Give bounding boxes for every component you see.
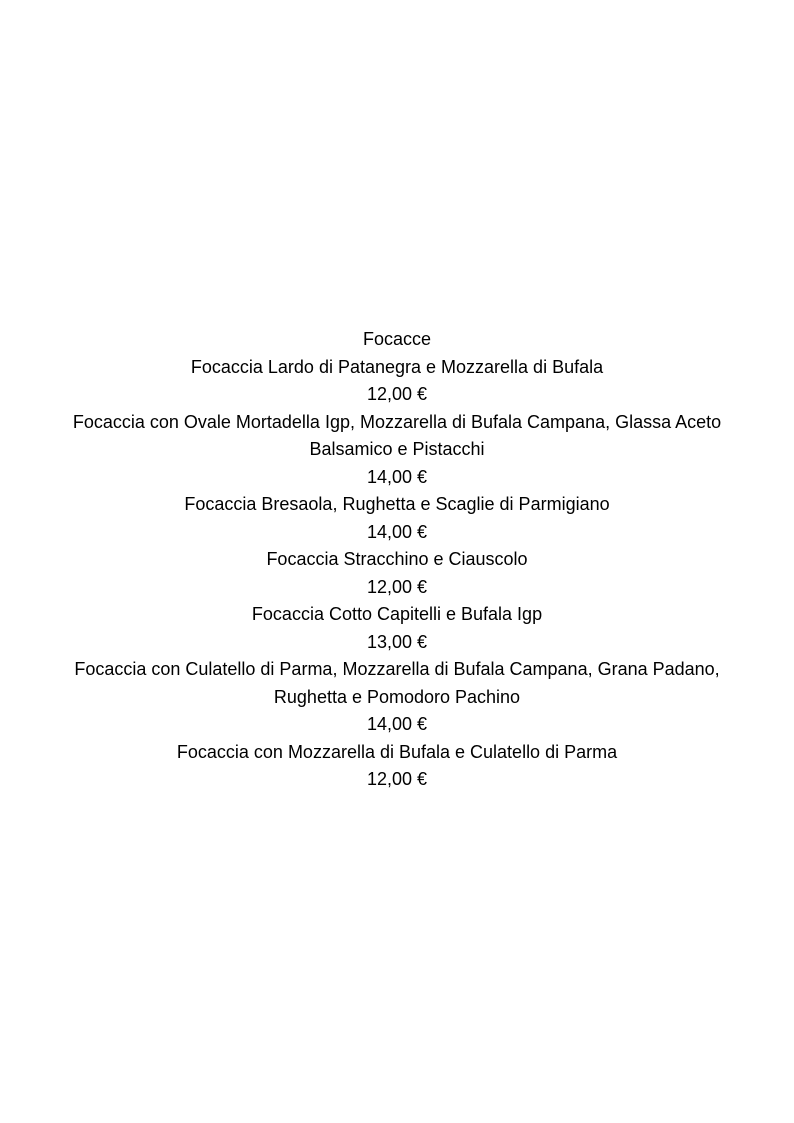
item-price: 13,00 € bbox=[366, 631, 428, 652]
menu-item bbox=[0, 491, 794, 546]
item-name: Focaccia con Culatello di Parma, Mozzarella di Bufala Campana, Grana Padano, Rughetta e Pomodoro Pachino bbox=[74, 659, 720, 707]
menu-item bbox=[0, 739, 794, 794]
menu-item bbox=[0, 409, 794, 492]
section-title: Focacce bbox=[362, 329, 432, 349]
item-name: Focaccia Stracchino e Ciauscolo bbox=[266, 549, 528, 569]
menu-item bbox=[0, 656, 794, 739]
menu-item bbox=[0, 601, 794, 656]
item-price: 14,00 € bbox=[366, 466, 428, 487]
menu-item bbox=[0, 546, 794, 601]
item-price: 14,00 € bbox=[366, 714, 428, 734]
item-price: 12,00 € bbox=[366, 576, 428, 597]
item-name: Focaccia Cotto Capitelli e Bufala Igp bbox=[251, 604, 543, 624]
item-name: Focaccia con Ovale Mortadella Igp, Mozzarella di Bufala Campana, Glassa Aceto Balsamico e Pistacchi bbox=[72, 411, 722, 459]
item-name: Focaccia Lardo di Patanegra e Mozzarella di Bufala bbox=[190, 356, 604, 377]
item-price: 12,00 € bbox=[366, 384, 428, 404]
item-price: 14,00 € bbox=[366, 521, 428, 542]
item-price: 12,00 € bbox=[366, 769, 428, 789]
menu-item bbox=[0, 354, 794, 409]
item-name: Focaccia Bresaola, Rughetta e Scaglie di Parmigiano bbox=[184, 494, 610, 514]
menu-section bbox=[0, 326, 794, 794]
item-name: Focaccia con Mozzarella di Bufala e Culatello di Parma bbox=[176, 741, 618, 762]
